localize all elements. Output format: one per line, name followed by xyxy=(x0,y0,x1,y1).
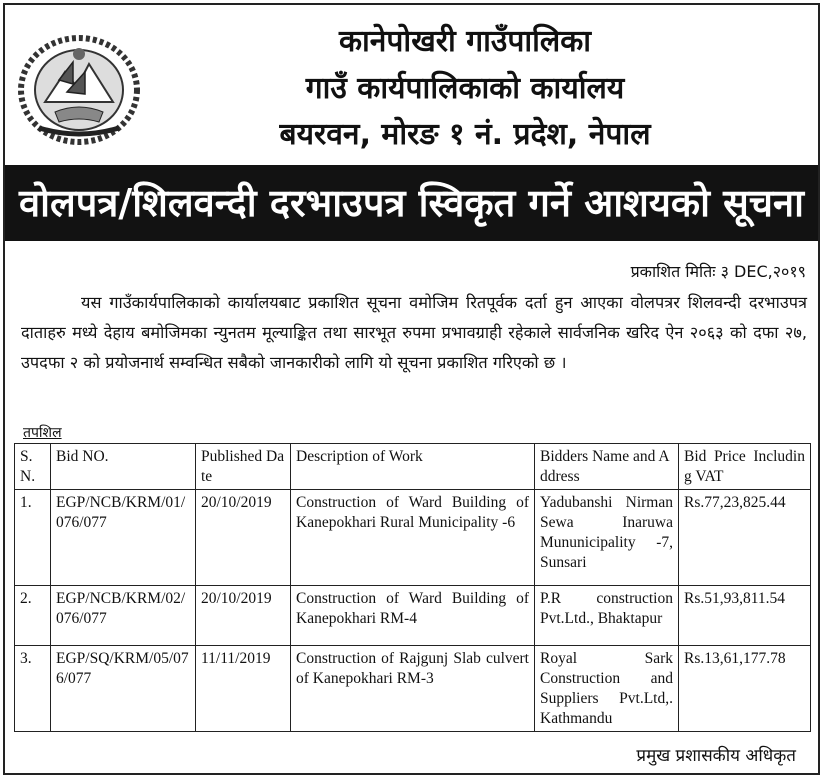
table-row xyxy=(15,586,811,646)
table-row xyxy=(15,490,811,586)
cell-bidder: Royal Sark Construction and Suppliers Pvt.Ltd,. Kathmandu xyxy=(535,646,679,732)
col-description: Description of Work xyxy=(291,444,535,490)
office-address: बयरवन, मोरङ १ नं. प्रदेश, नेपाल xyxy=(279,117,651,152)
notice-frame xyxy=(3,3,820,775)
office-name: गाउँ कार्यपालिकाको कार्यालय xyxy=(305,71,625,106)
details-label: तपशिल xyxy=(23,425,62,441)
col-bid-no: Bid NO. xyxy=(51,444,196,490)
cell-published-date: 11/11/2019 xyxy=(196,646,291,732)
cell-sn: 2. xyxy=(15,586,51,646)
cell-bid-no: EGP/NCB/KRM/02/076/077 xyxy=(51,586,196,646)
cell-bid-price: Rs.13,61,177.78 xyxy=(679,646,811,732)
notice-title: वोलपत्र/शिलवन्दी दरभाउपत्र स्विकृत गर्ने आशयको सूचना xyxy=(5,165,818,241)
cell-bid-no: EGP/SQ/KRM/05/076/077 xyxy=(51,646,196,732)
cell-bid-no: EGP/NCB/KRM/01/076/077 xyxy=(51,490,196,586)
municipality-name: कानेपोखरी गाउँपालिका xyxy=(338,24,592,59)
cell-published-date: 20/10/2019 xyxy=(196,586,291,646)
col-bidder: Bidders Name and Address xyxy=(535,444,679,490)
signoff: प्रमुख प्रशासकीय अधिकृत xyxy=(636,746,796,766)
cell-published-date: 20/10/2019 xyxy=(196,490,291,586)
cell-bidder: P.R construction Pvt.Ltd., Bhaktapur xyxy=(535,586,679,646)
cell-bidder: Yadubanshi Nirman Sewa Inaruwa Mununicipality -7, Sunsari xyxy=(535,490,679,586)
bids-table xyxy=(14,443,811,732)
cell-sn: 1. xyxy=(15,490,51,586)
cell-bid-price: Rs.77,23,825.44 xyxy=(679,490,811,586)
cell-bid-price: Rs.51,93,811.54 xyxy=(679,586,811,646)
cell-description: Construction of Ward Building of Kanepokhari Rural Municipality -6 xyxy=(291,490,535,586)
table-header-row xyxy=(15,444,811,490)
col-published-date: Published Date xyxy=(196,444,291,490)
notice-body-text: यस गाउँकार्यपालिकाको कार्यालयबाट प्रकाशित सूचना वमोजिम रितपूर्वक दर्ता हुन आएका वोलपत्रर शिलवन्दी दरभाउपत्र दाताहरु मध्ये देहाय बमोजिमका न्युनतम मूल्याङ्कित तथा सारभूत रुपमा प्रभावग्राही रहेकाले सार्वजनिक खरिद ऐन २०६३ को दफा २७, उपदफा २ को प्रयोजनार्थ सम्वन्धित सबैको जानकारीको लागि यो सूचना प्रकाशित गरिएको छ । xyxy=(21,293,807,372)
table-row xyxy=(15,646,811,732)
nepal-emblem-icon xyxy=(15,32,143,148)
cell-description: Construction of Rajgunj Slab culvert of Kanepokhari RM-3 xyxy=(291,646,535,732)
col-sn: S. N. xyxy=(15,444,51,490)
cell-sn: 3. xyxy=(15,646,51,732)
col-bid-price: Bid Price Including VAT xyxy=(679,444,811,490)
published-date: प्रकाशित मितिः ३ DEC,२०१९ xyxy=(630,262,806,281)
cell-description: Construction of Ward Building of Kanepokhari RM-4 xyxy=(291,586,535,646)
notice-body xyxy=(21,288,807,378)
